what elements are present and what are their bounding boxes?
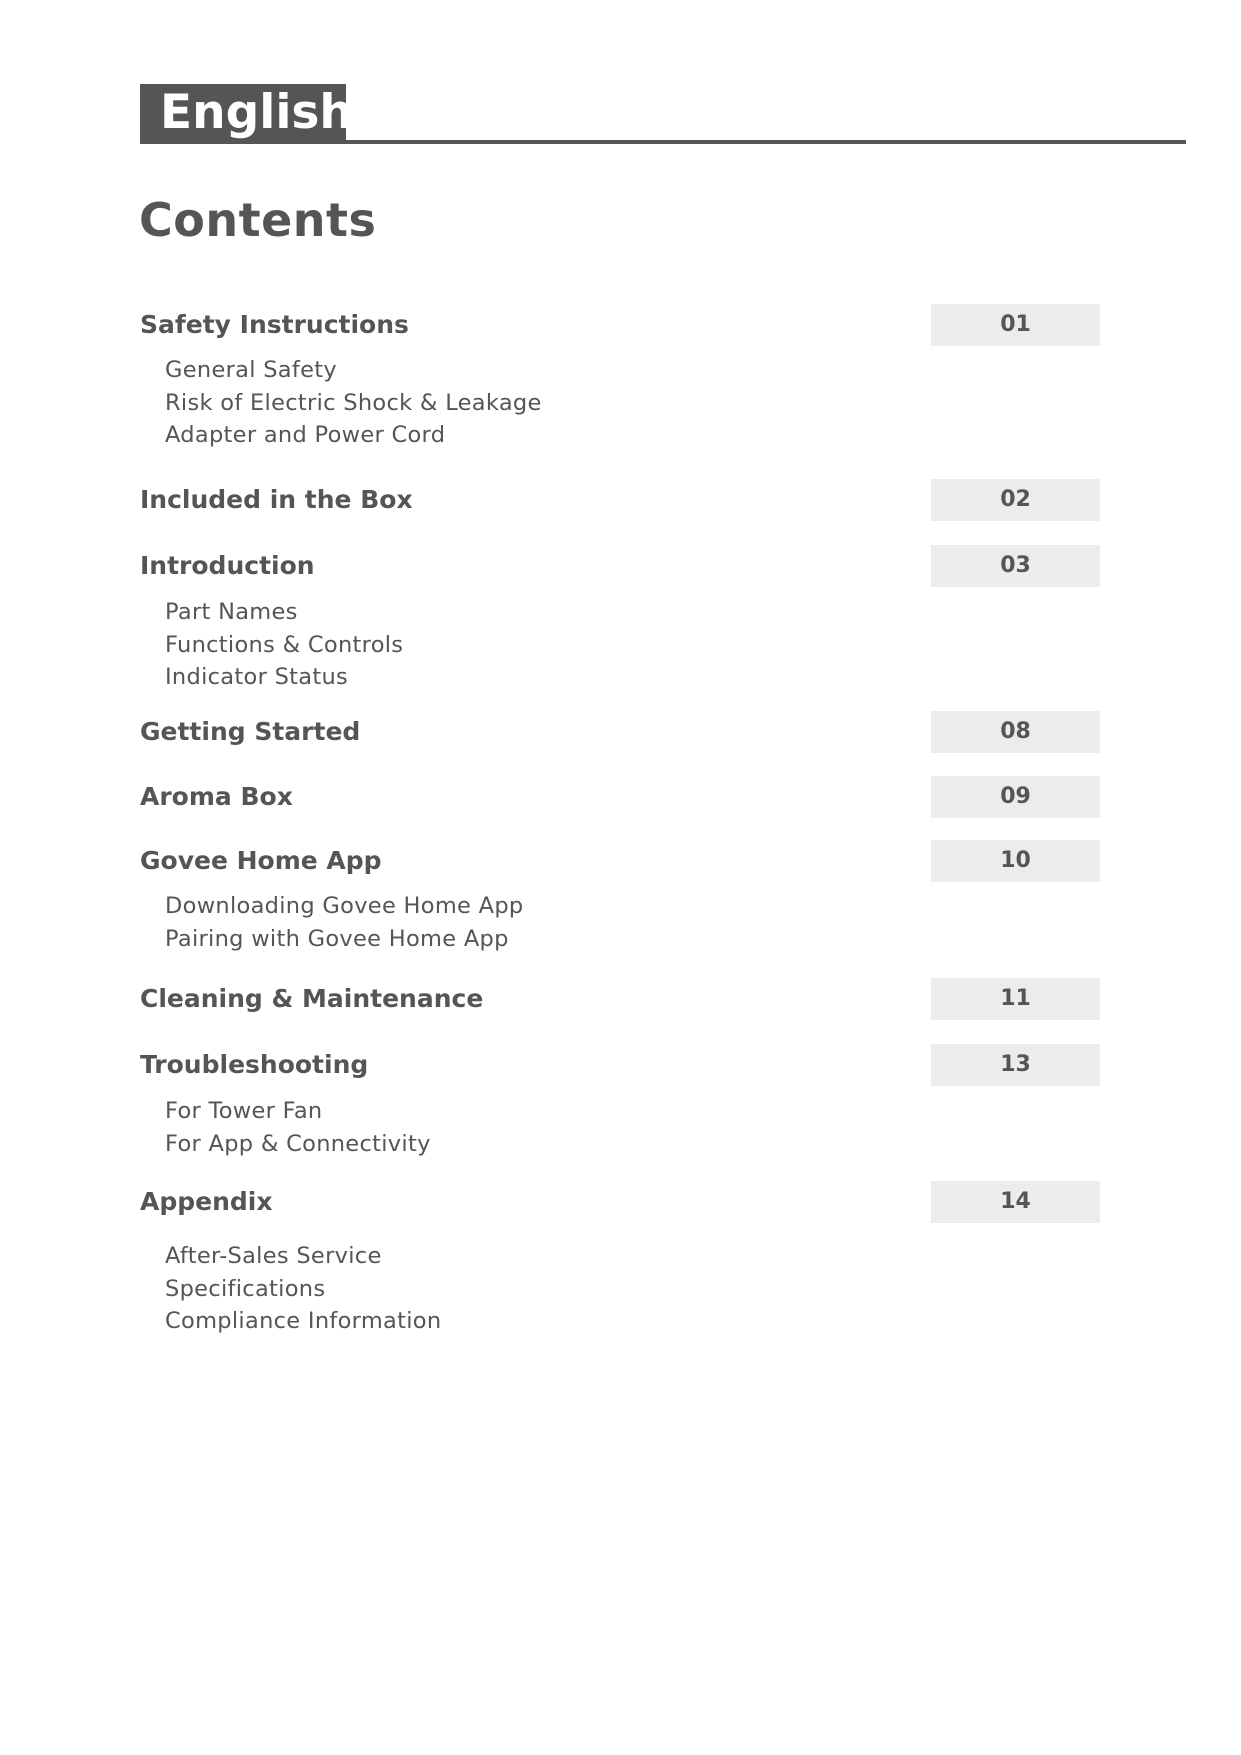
page-number-badge: 13 [931,1044,1100,1086]
subsection-item[interactable]: Risk of Electric Shock & Leakage [165,389,542,416]
subsection-item[interactable]: Downloading Govee Home App [165,893,524,919]
subsection-item[interactable]: Part Names [165,599,298,625]
page-title: Contents [139,193,377,247]
section-title[interactable]: Troubleshooting [140,1050,369,1079]
section-title[interactable]: Appendix [140,1187,273,1216]
subsection-item[interactable]: Indicator Status [165,664,349,690]
subsection-list [165,890,524,955]
language-header [140,84,1186,145]
section-title[interactable]: Introduction [140,551,315,580]
page-number-badge: 14 [931,1181,1100,1223]
section-title[interactable]: Getting Started [140,717,361,746]
page-number-badge: 11 [931,978,1100,1020]
page-number-badge: 01 [931,304,1100,346]
subsection-list [165,596,403,694]
page-number-badge: 08 [931,711,1100,753]
section-title[interactable]: Govee Home App [140,846,382,875]
subsection-item[interactable]: Pairing with Govee Home App [165,925,509,952]
page-number-badge: 10 [931,840,1100,882]
subsection-item[interactable]: Adapter and Power Cord [165,422,446,448]
section-title[interactable]: Cleaning & Maintenance [140,984,484,1013]
page-number-badge: 09 [931,776,1100,818]
section-title[interactable]: Aroma Box [140,782,293,811]
section-title[interactable]: Safety Instructions [140,310,409,339]
subsection-item[interactable]: Compliance Information [165,1308,442,1334]
subsection-list [165,354,542,452]
subsection-list [165,1240,441,1338]
language-tab: English [140,84,346,144]
page-number-badge: 03 [931,545,1100,587]
subsection-list [165,1095,431,1160]
subsection-item[interactable]: Functions & Controls [165,631,404,658]
subsection-item[interactable]: For App & Connectivity [165,1130,431,1157]
subsection-item[interactable]: After-Sales Service [165,1243,382,1269]
subsection-item[interactable]: For Tower Fan [165,1098,323,1124]
section-title[interactable]: Included in the Box [140,485,413,514]
subsection-item[interactable]: Specifications [165,1275,326,1302]
subsection-item[interactable]: General Safety [165,357,337,383]
page-number-badge: 02 [931,479,1100,521]
